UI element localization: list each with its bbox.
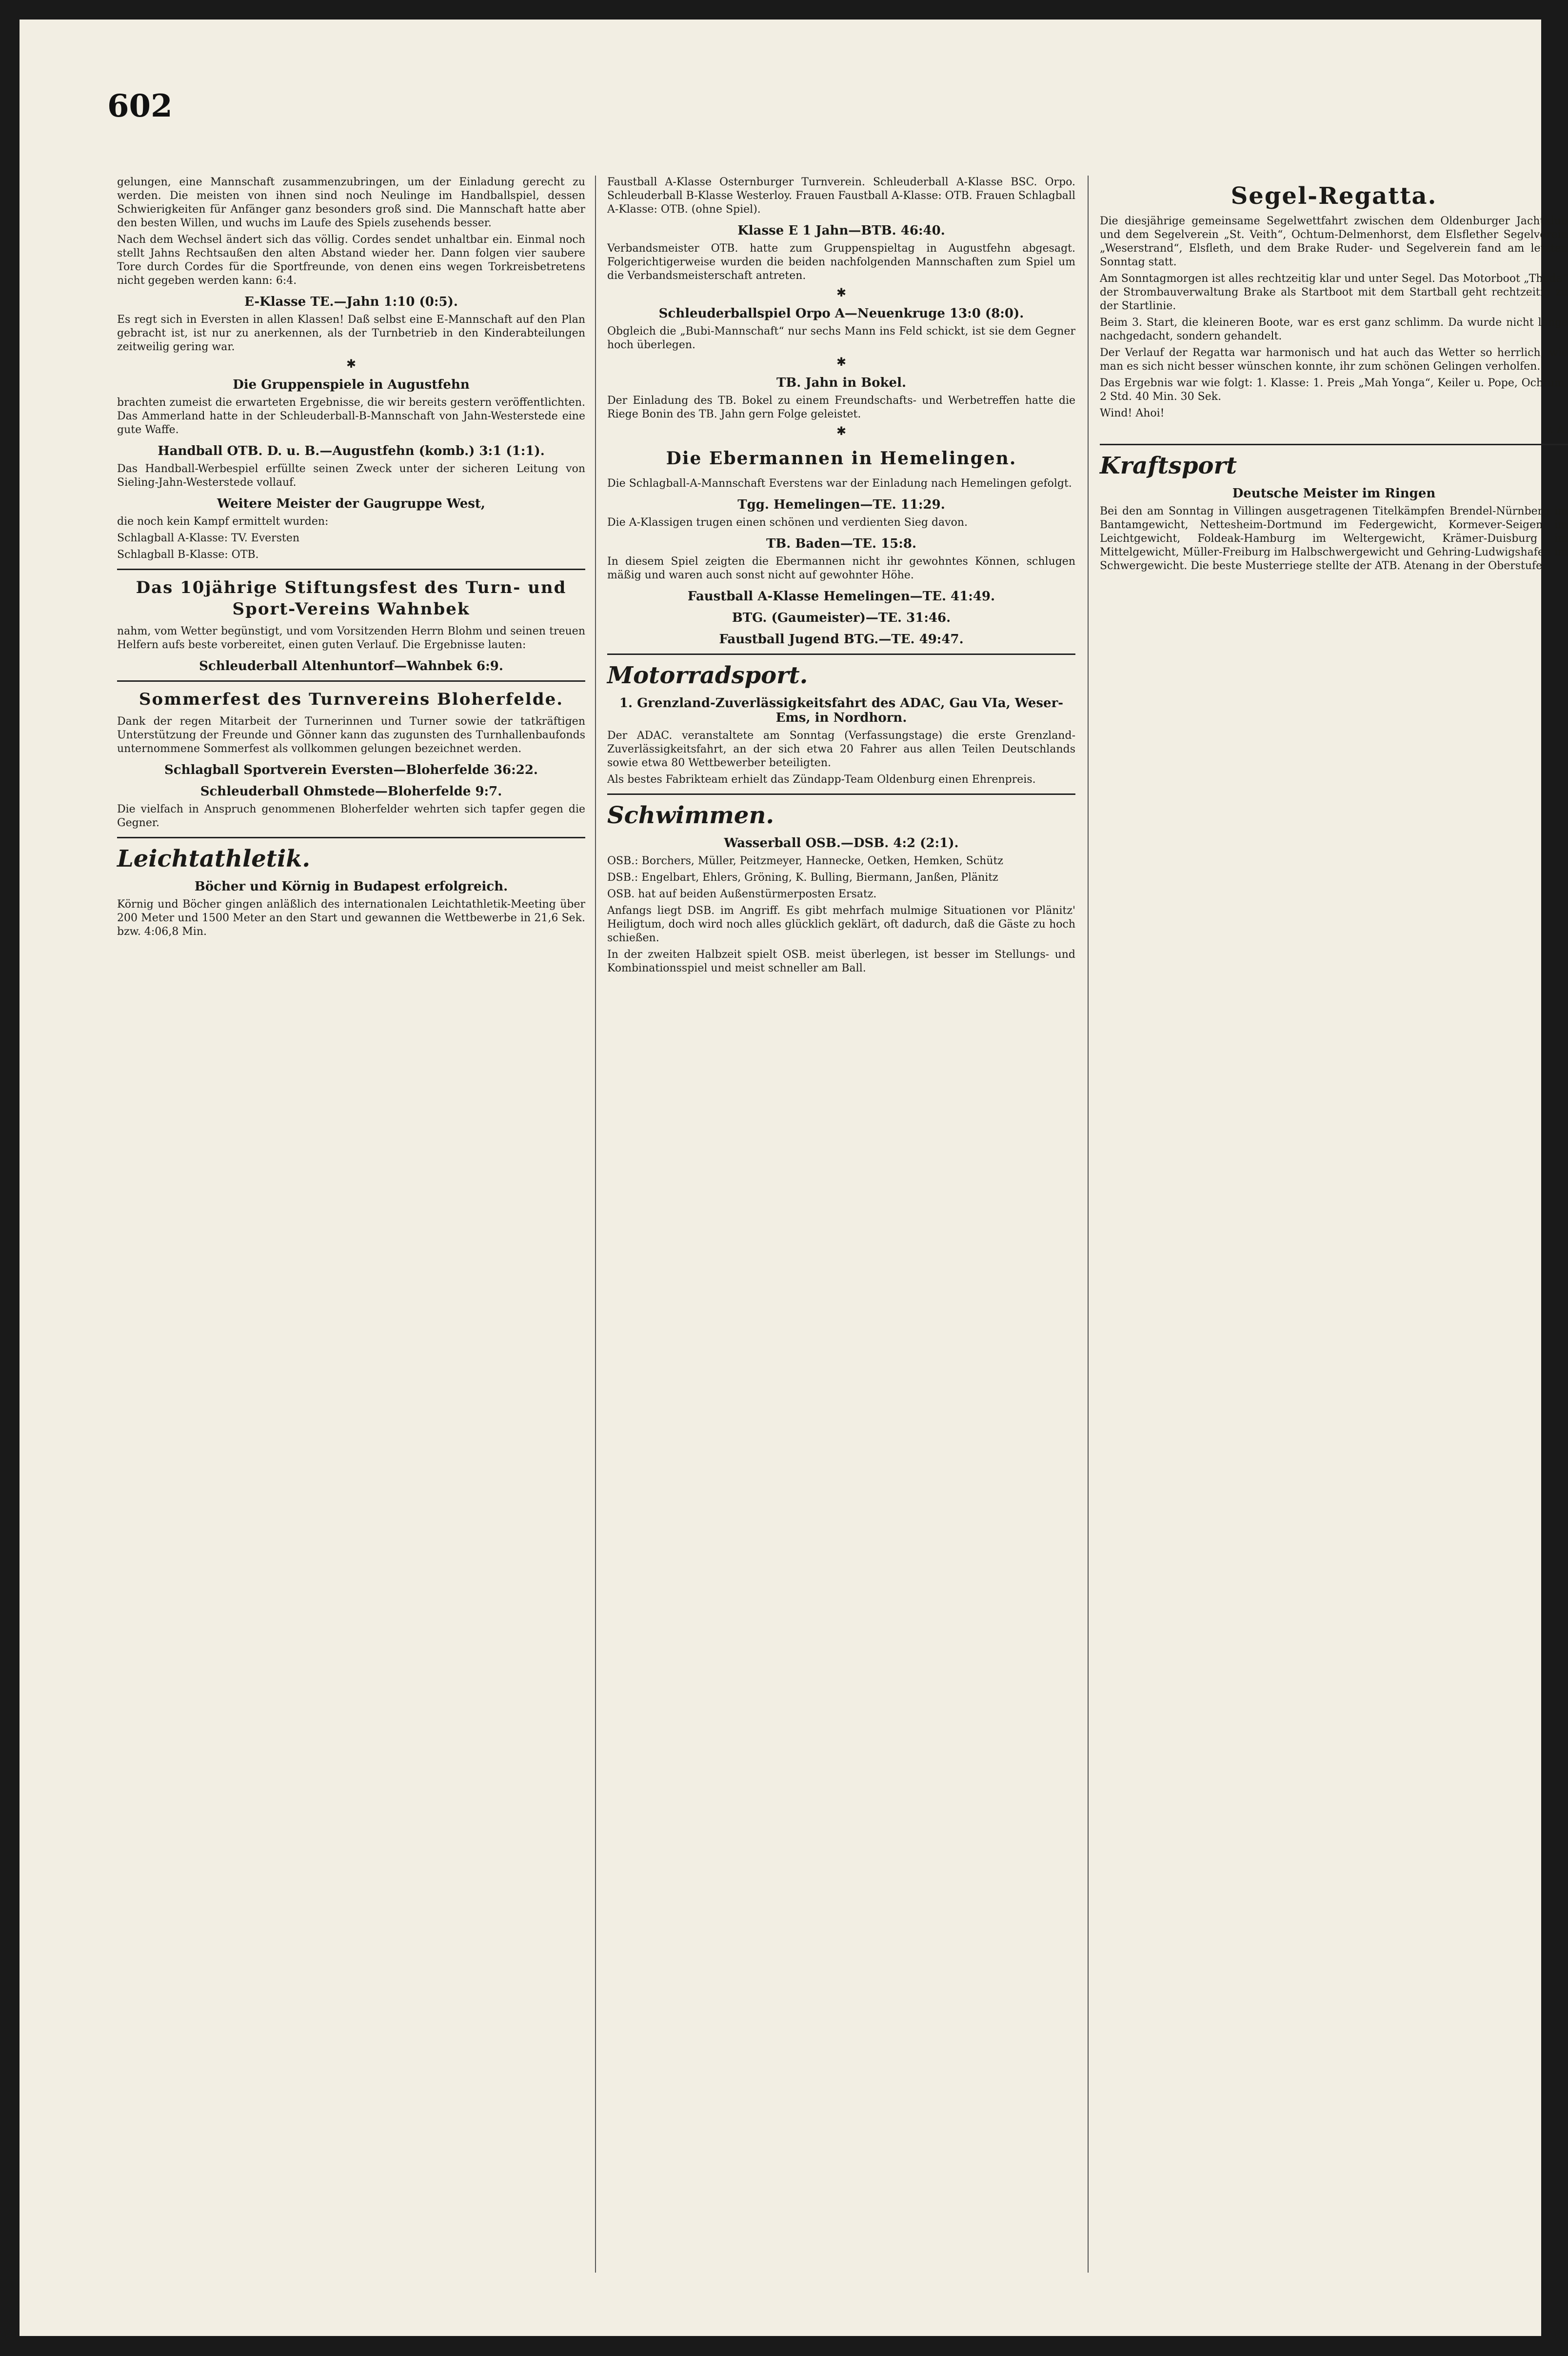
paragraph: Es regt sich in Eversten in allen Klassen! Daß selbst eine E-Mannschaft auf den Plan gebracht ist, ist nur zu anerkennen, als der Turnbetrieb in den Kinderabteilungen zeitweilig gering war. [117,314,585,353]
section-rule [1100,444,1568,445]
paragraph: Faustball A-Klasse Osternburger Turnverein. Schleuderball A-Klasse BSC. Orpo. Schleuderball B-Klasse Westerloy. Frauen Faustball A-Klasse: OTB. Frauen Schlagball A-Klasse: OTB. (ohne Spiel). [607,176,1075,216]
paragraph: Die Schlagball-A-Mannschaft Everstens war der Einladung nach Hemelingen gefolgt. [607,477,1072,490]
separator-star: ✱ [836,355,847,369]
column-divider [595,176,596,2273]
section-subheading: Die Gruppenspiele in Augustfehn [233,377,470,392]
section-rule [607,793,1075,795]
article-headline: Sommerfest des Turnvereins Bloherfelde. [139,690,564,709]
section-subheading: TB. Baden—TE. 15:8. [766,536,917,551]
paragraph: nahm, vom Wetter begünstigt, und vom Vorsitzenden Herrn Blohm und seinen treuen Helfern aufs beste vorbereitet, einen guten Verlauf. Die Ergebnisse lauten: [117,625,585,651]
paragraph: Der Verlauf der Regatta war harmonisch und hat auch das Wetter so herrlich, wie man es sich nicht besser wünschen konnte, ihr zum schönen Gelingen verholfen. [1100,347,1568,373]
paragraph: brachten zumeist die erwarteten Ergebnisse, die wir bereits gestern veröffentlichten. Das Ammerland hatte in der Schleuderball-B-Mannschaft von Jahn-Westerstede eine gute Waffe. [117,396,585,436]
column-2 [607,176,1075,978]
section-headline: Kraftsport [1100,452,1237,479]
paragraph: Das Ergebnis war wie folgt: 1. Klasse: 1. Preis „Mah Yonga“, Keiler u. Pope, Ochtum, 2 Std. 40 Min. 30 Sek. [1100,377,1568,403]
section-rule [117,569,585,570]
section-rule [607,653,1075,655]
section-subheading: Tgg. Hemelingen—TE. 11:29. [737,497,945,512]
section-headline: Schwimmen. [607,802,774,829]
paragraph: Der ADAC. veranstaltete am Sonntag (Verfassungstage) die erste Grenzland-Zuverlässigkeitsfahrt, an der sich etwa 20 Fahrer aus allen Teilen Deutschlands sowie etwa 80 Wettbewerber beteiligten. [607,730,1075,769]
paragraph: Beim 3. Start, die kleineren Boote, war es erst ganz schlimm. Da wurde nicht lange nachgedacht, sondern gehandelt. [1100,317,1568,342]
column-divider [1088,176,1089,2273]
section-headline: Leichtathletik. [117,845,311,872]
separator-star: ✱ [836,286,847,299]
section-subheading: Faustball Jugend BTG.—TE. 49:47. [719,632,964,647]
paragraph: Die diesjährige gemeinsame Segelwettfahrt zwischen dem Oldenburger Jachtklub und dem Segelverein „St. Veith“, Ochtum-Delmenhorst, dem Elsflether Segelverein „Weserstrand“, Elsfleth, und dem Brake Ruder- und Segelverein fand am letzten Sonntag statt. [1100,215,1568,268]
section-subheading: Schlagball Sportverein Eversten—Bloherfelde 36:22. [164,763,538,777]
section-subheading: Weitere Meister der Gaugruppe West, [217,496,485,511]
paragraph: Dank der regen Mitarbeit der Turnerinnen und Turner sowie der tatkräftigen Unterstützung der Freunde und Gönner kann das zugunsten des Turnhallenbaufonds unternommene Sommerfest als vollkommen gelungen bezeichnet werden. [117,715,585,755]
article-headline: Die Ebermannen in Hemelingen. [666,448,1017,469]
paragraph: Das Handball-Werbespiel erfüllte seinen Zweck unter der sicheren Leitung von Sieling-Jahn-Westerstede vollauf. [117,463,585,489]
paragraph: OSB. hat auf beiden Außenstürmerposten Ersatz. [607,888,877,900]
paragraph: Der Einladung des TB. Bokel zu einem Freundschafts- und Werbetreffen hatte die Riege Bonin des TB. Jahn gern Folge geleistet. [607,395,1075,420]
column-1 [117,176,585,942]
paragraph: Obgleich die „Bubi-Mannschaft“ nur sechs Mann ins Feld schickt, ist sie dem Gegner hoch überlegen. [607,325,1075,351]
section-subheading: Klasse E 1 Jahn—BTB. 46:40. [737,223,945,238]
column-3 [1100,176,1568,576]
section-subheading: 1. Grenzland-Zuverlässigkeitsfahrt des ADAC, Gau VIa, Weser-Ems, in Nordhorn. [619,696,1064,725]
paragraph: Verbandsmeister OTB. hatte zum Gruppenspieltag in Augustfehn abgesagt. Folgerichtigerweise wurden die beiden nachfolgenden Mannschaften zum Spiel um die Verbandsmeisterschaft antreten. [607,242,1075,282]
separator-star: ✱ [346,357,357,371]
paragraph: In der zweiten Halbzeit spielt OSB. meist überlegen, ist besser im Stellungs- und Kombinationsspiel und meist schneller am Ball. [607,949,1075,974]
paragraph: Nach dem Wechsel ändert sich das völlig. Cordes sendet unhaltbar ein. Einmal noch stellt Jahns Rechtsaußen den alten Abstand wieder her. Dann folgen vier saubere Tore durch Cordes für die Sportfreunde, von denen eins wegen Torkreisbetretens nicht gegeben werden kann: 6:4. [117,234,585,287]
page-number: 602 [107,88,173,124]
section-subheading: Schleuderball Ohmstede—Bloherfelde 9:7. [200,784,502,799]
paragraph: Als bestes Fabrikteam erhielt das Zündapp-Team Oldenburg einen Ehrenpreis. [607,773,1036,786]
paragraph: Die vielfach in Anspruch genommenen Bloherfelder wehrten sich tapfer gegen die Gegner. [117,803,585,829]
section-subheading: Deutsche Meister im Ringen [1232,486,1436,501]
paragraph: Anfangs liegt DSB. im Angriff. Es gibt mehrfach mulmige Situationen vor Plänitz' Heiligtum, doch wird noch alles glücklich geklärt, oft dadurch, daß die Gäste zu hoch schießen. [607,905,1075,944]
paragraph: Am Sonntagmorgen ist alles rechtzeitig klar und unter Segel. Das Motorboot „Theda“ der Strombauverwaltung Brake als Startboot mit dem Startball geht rechtzeitig zu der Startlinie. [1100,273,1568,312]
paragraph: die noch kein Kampf ermittelt wurden: [117,515,329,528]
section-subheading: Faustball A-Klasse Hemelingen—TE. 41:49. [687,589,995,604]
section-headline: Motorradsport. [607,662,808,689]
paragraph: Bei den am Sonntag in Villingen ausgetragenen Titelkämpfen Brendel-Nürnberg im Bantamgewicht, Nettesheim-Dortmund im Federgewicht, Kormever-Seigen im Leichtgewicht, Foldeak-Hamburg im Weltergewicht, Krämer-Duisburg im Mittelgewicht, Müller-Freiburg im Halbschwergewicht und Gehring-Ludwigshafen im Schwergewicht. Die beste Musterriege stellte der ATB. Atenang in der Oberstufe. [1100,505,1568,572]
article-headline: Das 10jährige Stiftungsfest des Turn- und Sport-Vereins Wahnbek [136,578,567,619]
newspaper-page [20,20,1568,2336]
section-rule [117,680,585,682]
section-headline: Segel-Regatta. [1231,182,1437,210]
section-subheading: Wasserball OSB.—DSB. 4:2 (2:1). [724,836,959,851]
section-subheading: BTG. (Gaumeister)—TE. 31:46. [732,611,951,625]
paragraph: Schlagball B-Klasse: OTB. [117,549,259,561]
author-initials: v. A. [1545,424,1568,436]
section-subheading: Schleuderball Altenhuntorf—Wahnbek 6:9. [199,659,503,673]
section-subheading: Schleuderballspiel Orpo A—Neuenkruge 13:0 (8:0). [658,306,1024,321]
paragraph: Körnig und Böcher gingen anläßlich des internationalen Leichtathletik-Meeting über 200 Meter und 1500 Meter an den Start und gewannen die Wettbewerbe in 21,6 Sek. bzw. 4:06,8 Min. [117,898,585,938]
separator-star: ✱ [836,424,847,438]
paragraph: In diesem Spiel zeigten die Ebermannen nicht ihr gewohntes Können, schlugen mäßig und waren auch sonst nicht auf gewohnter Höhe. [607,555,1075,581]
paragraph: Schlagball A-Klasse: TV. Eversten [117,532,300,544]
section-rule [117,837,585,838]
paragraph: Wind! Ahoi! [1100,407,1165,419]
team-lineup: OSB.: Borchers, Müller, Peitzmeyer, Hannecke, Oetken, Hemken, Schütz [607,855,1003,867]
section-subheading: E-Klasse TE.—Jahn 1:10 (0:5). [244,295,458,309]
section-subheading: TB. Jahn in Bokel. [776,376,907,390]
section-subheading: Handball OTB. D. u. B.—Augustfehn (komb.) 3:1 (1:1). [158,444,545,458]
paragraph: gelungen, eine Mannschaft zusammenzubringen, um der Einladung gerecht zu werden. Die meisten von ihnen sind noch Neulinge im Handballspiel, dessen Schwierigkeiten für Anfänger ganz besonders groß sind. Die Mannschaft hatte aber den besten Willen, und wuchs im Laufe des Spiels zusehends besser. [117,176,585,229]
section-subheading: Böcher und Körnig in Budapest erfolgreich. [194,879,508,894]
paragraph: Die A-Klassigen trugen einen schönen und verdienten Sieg davon. [607,516,968,529]
team-lineup: DSB.: Engelbart, Ehlers, Gröning, K. Bulling, Biermann, Janßen, Plänitz [607,871,998,884]
